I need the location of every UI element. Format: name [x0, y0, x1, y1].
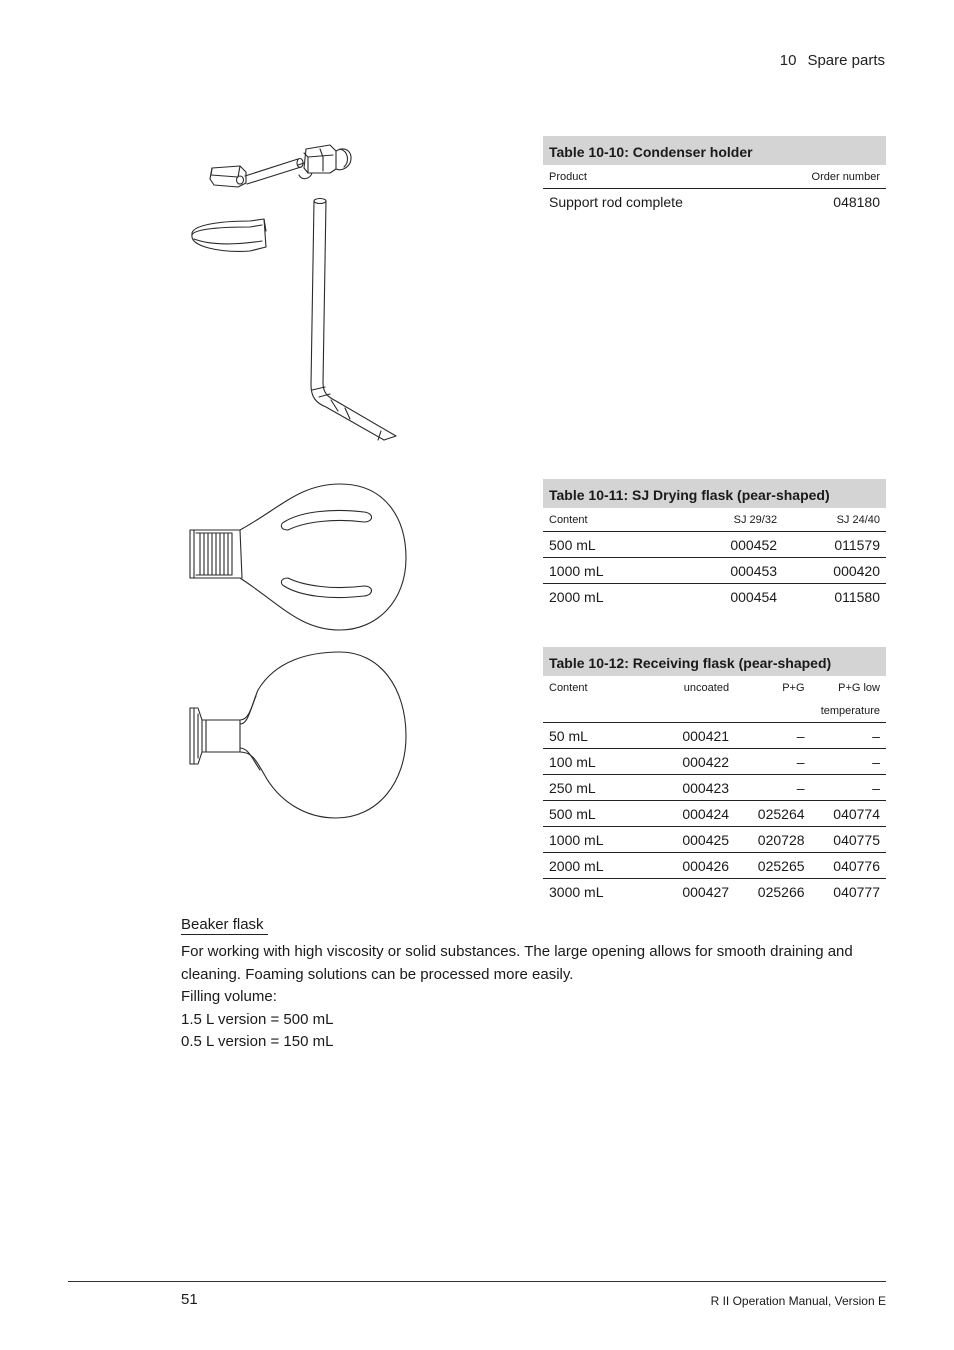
table-cell: – — [811, 775, 886, 801]
table-row — [543, 558, 886, 584]
document-reference: R II Operation Manual, Version E — [710, 1294, 886, 1308]
table-caption: Table 10-12: Receiving flask (pear-shaped) — [543, 647, 886, 676]
table-cell: 000452 — [680, 532, 783, 558]
table-cell: 2000 mL — [543, 584, 680, 610]
table-cell: 250 mL — [543, 775, 660, 801]
table-cell: 000424 — [660, 801, 735, 827]
condenser-holder-icon — [180, 135, 410, 460]
column-header — [543, 699, 660, 723]
table-cell: 040775 — [811, 827, 886, 853]
table-row — [543, 827, 886, 853]
column-header: Order number — [811, 170, 880, 183]
table-cell: 000426 — [660, 853, 735, 879]
table-row — [543, 879, 886, 905]
running-header — [780, 52, 885, 69]
table-row — [543, 584, 886, 610]
table-cell: 025264 — [735, 801, 810, 827]
table-cell: 000453 — [680, 558, 783, 584]
table-cell: 011579 — [783, 532, 886, 558]
table-row — [543, 532, 886, 558]
table-cell: 040774 — [811, 801, 886, 827]
table-cell: 025266 — [735, 879, 810, 905]
table-receiving-flask — [543, 647, 886, 904]
beaker-flask-text — [181, 941, 891, 1054]
table-row — [543, 723, 886, 749]
chapter-title: Spare parts — [807, 52, 885, 69]
column-header: Product — [549, 170, 587, 183]
table-row — [543, 749, 886, 775]
table-cell: 500 mL — [543, 532, 680, 558]
filling-volume-label: Filling volume: — [181, 988, 277, 1005]
column-header: temperature — [820, 704, 880, 717]
table-cell: 000454 — [680, 584, 783, 610]
table-cell: 000427 — [660, 879, 735, 905]
table-cell: 040776 — [811, 853, 886, 879]
table-cell: 025265 — [735, 853, 810, 879]
beaker-flask-heading: Beaker flask — [181, 916, 268, 935]
table-caption: Table 10-11: SJ Drying flask (pear-shaped) — [543, 479, 886, 508]
column-header: Content — [549, 513, 588, 526]
beaker-description: For working with high viscosity or solid substances. The large opening allows for smooth draining and cleaning. Foaming solutions can be processed more easily. — [181, 943, 853, 983]
table-cell: 040777 — [811, 879, 886, 905]
column-header: P+G — [782, 681, 805, 694]
table-cell: – — [735, 775, 810, 801]
table-cell: 500 mL — [543, 801, 660, 827]
footer-divider — [68, 1281, 886, 1282]
table-cell: 3000 mL — [543, 879, 660, 905]
table-cell: – — [735, 723, 810, 749]
table-cell: 000423 — [660, 775, 735, 801]
table-cell: 100 mL — [543, 749, 660, 775]
column-header: SJ 29/32 — [733, 513, 778, 526]
table-cell: – — [811, 723, 886, 749]
chapter-number: 10 — [779, 52, 797, 69]
receiving-flask-icon — [180, 648, 415, 823]
table-row — [543, 801, 886, 827]
table-cell: 000422 — [660, 749, 735, 775]
table-drying-flask — [543, 479, 886, 609]
table-cell: 1000 mL — [543, 558, 680, 584]
column-header: uncoated — [683, 681, 730, 694]
drying-flask-icon — [180, 478, 415, 638]
table-row — [543, 853, 886, 879]
table-cell: – — [735, 749, 810, 775]
table-cell: 011580 — [783, 584, 886, 610]
table-cell: 000421 — [660, 723, 735, 749]
table-cell: Support rod complete — [543, 189, 749, 215]
page-number: 51 — [181, 1291, 198, 1308]
column-header: Content — [549, 681, 588, 694]
table-cell: 048180 — [749, 189, 886, 215]
column-header: P+G low — [838, 681, 880, 694]
table-row — [543, 775, 886, 801]
filling-volume-item: 0.5 L version = 150 mL — [181, 1033, 334, 1050]
column-header: SJ 24/40 — [836, 513, 880, 526]
table-row — [543, 189, 886, 215]
filling-volume-item: 1.5 L version = 500 mL — [181, 1010, 334, 1028]
table-cell: 020728 — [735, 827, 810, 853]
table-cell: 2000 mL — [543, 853, 660, 879]
column-header — [735, 699, 810, 723]
table-condenser-holder — [543, 136, 886, 214]
column-header — [660, 699, 735, 723]
table-cell: 000425 — [660, 827, 735, 853]
table-cell: 50 mL — [543, 723, 660, 749]
table-caption: Table 10-10: Condenser holder — [543, 136, 886, 165]
table-cell: 000420 — [783, 558, 886, 584]
table-cell: – — [811, 749, 886, 775]
table-cell: 1000 mL — [543, 827, 660, 853]
